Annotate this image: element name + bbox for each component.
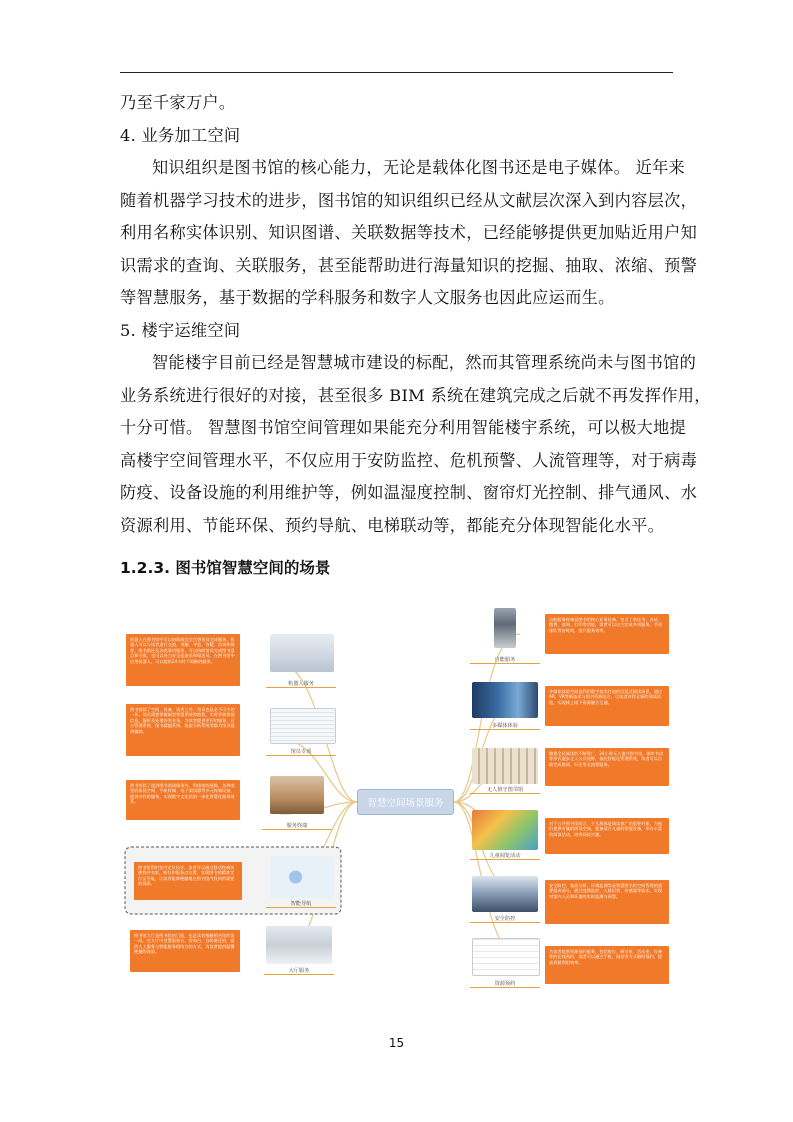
children-reading-description: 对于公共图书馆而言，少儿群体是阅读推广的重要对象，为他们提供专属的阅读空间，配备适合儿童的智能设备，举办丰富的阅读活动，培养阅读兴趣。 — [545, 818, 669, 854]
service-terminal-label: 服务终端 — [262, 822, 332, 830]
resource-booking-image — [472, 938, 540, 976]
body-line: 知识组织是图书馆的核心能力，无论是载体化图书还是电子媒体。 近年来 — [152, 158, 686, 177]
resource-booking-description: 为读者提供资源预约服务，包括座位、研讨室、活动室、设备等的在线预约，读者可以通过手机、网站等方式随时预约，提高资源利用效率。 — [545, 946, 669, 984]
body-line: 十分可惜。 智慧图书馆空间管理如果能充分利用智能楼宇系统，可以极大地提 — [120, 418, 687, 437]
self-service-image — [494, 608, 516, 648]
unmanned-library-description: 随着全民阅读的不断推广，24小时无人值守图书馆，城市书房等形式逐步走入公众视野，依托智能化管理系统，读者可以自助完成借阅、归还等全流程服务。 — [545, 748, 669, 786]
smart-navigation-label: 智能导航 — [266, 900, 336, 908]
children-reading-label: 儿童阅览活动 — [470, 852, 540, 860]
multimedia-experience-label: 多媒体体验 — [470, 722, 540, 730]
body-line: 5. 楼宇运维空间 — [120, 320, 241, 340]
multimedia-experience-image — [472, 682, 538, 718]
body-line: 智能楼宇目前已经是智慧城市建设的标配，然而其管理系统尚未与图书馆的 — [152, 353, 697, 372]
robot-service-label: 机器人服务 — [266, 680, 336, 688]
mindmap-center-node: 智慧空间场景服务 — [357, 789, 454, 815]
page-number: 15 — [388, 1036, 405, 1050]
scene-mindmap-figure — [120, 604, 676, 994]
body-line: 资源利用、节能环保、预约导航、电梯联动等，都能充分体现智能化水平。 — [120, 515, 665, 535]
unmanned-library-image — [472, 748, 538, 784]
lobby-service-image — [266, 926, 332, 964]
librarian-special-label: 馆员专项 — [266, 748, 336, 756]
self-service-label: 自能服务 — [470, 656, 540, 664]
body-text — [120, 87, 711, 542]
body-line: 高楼宇空间管理水平，不仅应用于安防监控、危机预警、人流管理等，对于病毒 — [120, 450, 698, 470]
lobby-service-label: 大厅服务 — [264, 967, 334, 975]
body-line: 随着机器学习技术的进步，图书馆的知识组织已经从文献层次深入到内容层次， — [120, 190, 698, 210]
body-line: 等智慧服务，基于数据的学科服务和数字人文服务也因此应运而生。 — [120, 288, 615, 307]
multimedia-experience-description: 多媒体体验空间是利用数字技术打造的沉浸式阅读场景，通过AR、VR等新技术与图书资源结合，让读者获得全新的阅读体验，实现线上线下资源融合互通。 — [545, 686, 669, 726]
lobby-service-description: 图书馆大厅是图书馆的门面，也是读者接触图书馆的第一站。在大厅中设置服务台、咨询台、自助借还机，提供人工服务与智能服务相结合的方式，为读者提供温馨便捷的体验。 — [130, 930, 240, 972]
body-line: 识需求的查询、关联服务，甚至能帮助进行海量知识的挖掘、抽取、浓缩、预警 — [120, 255, 698, 275]
children-reading-image — [472, 810, 538, 850]
service-terminal-image — [270, 776, 324, 814]
security-control-description: 安全防控、客流分析、环境监测等是智慧图书馆空间管理的重要组成部分，通过视频监控、人脸识别、传感器等技术，实现对馆内人员和环境的实时监测与预警。 — [545, 880, 669, 924]
librarian-special-description: 图书馆除了空间、设备、读者之外，馆员也是必不可少的一环。馆员需要掌握新型智慧系统和流程，实时更新数据信息，解析及处理各类业务，为读者提供更好的服务。后台管理系统、图书精编系统、检索分析系统等都为馆员提供辅助。 — [126, 704, 240, 756]
body-line: 利用名称实体识别、知识图谱、关联数据等技术，已经能够提供更加贴近用户知 — [120, 223, 698, 242]
robot-service-image — [270, 634, 334, 672]
security-control-label: 安全防控 — [470, 915, 540, 923]
section-heading: 1.2.3. 图书馆智慧空间的场景 — [120, 559, 331, 577]
self-service-description: 自助服务终端是图书馆核心业务设备，包含了借还书、办证、缴费、查询、打印等功能，读者可以自主完成多项服务，节省排队等待时间，提升服务效率。 — [545, 614, 669, 654]
robot-service-description: 机器人在图书馆中可以协助或完全代替馆员完成服务。机器人可以与读者进行交流，讲解、导览、答疑、咨询和推荐，图书借还及各类事项服务，可以协助馆员完成图书盘点和分拣，也可以充当安全巡查员和保洁员。在图书馆中应用机器人，可以提供24小时不间断的服务。 — [126, 634, 240, 686]
librarian-special-image — [270, 708, 336, 744]
service-terminal-description: 图书馆除了提供图书借阅服务外，科技馆的展陈，各种类型的体验空间、手机终端、电子阅读器等多元终端设备，提供多样的服务，实现数字文化馆的一体化智慧化服务体系。 — [126, 780, 240, 820]
body-line: 乃至千家万户。 — [120, 93, 236, 112]
smart-navigation-image — [270, 856, 334, 898]
smart-navigation-description: 图书馆利用室内定位技术，读者可以通过移动终端快速找到书架、座位和服务点位置，实现图书的精准定位及导航，让读者能够便捷地在图书馆内找到所需要的资源。 — [134, 862, 242, 900]
unmanned-library-label: 无人值守图书馆 — [470, 786, 540, 794]
resource-booking-label: 资源预约 — [470, 980, 540, 988]
body-line: 业务系统进行很好的对接，甚至很多 BIM 系统在建筑完成之后就不再发挥作用， — [120, 385, 711, 405]
body-line: 4. 业务加工空间 — [120, 125, 241, 145]
header-rule — [120, 72, 673, 73]
security-control-image — [472, 876, 538, 912]
body-line: 防疫、设备设施的利用维护等，例如温湿度控制、窗帘灯光控制、排气通风、水 — [120, 483, 698, 502]
